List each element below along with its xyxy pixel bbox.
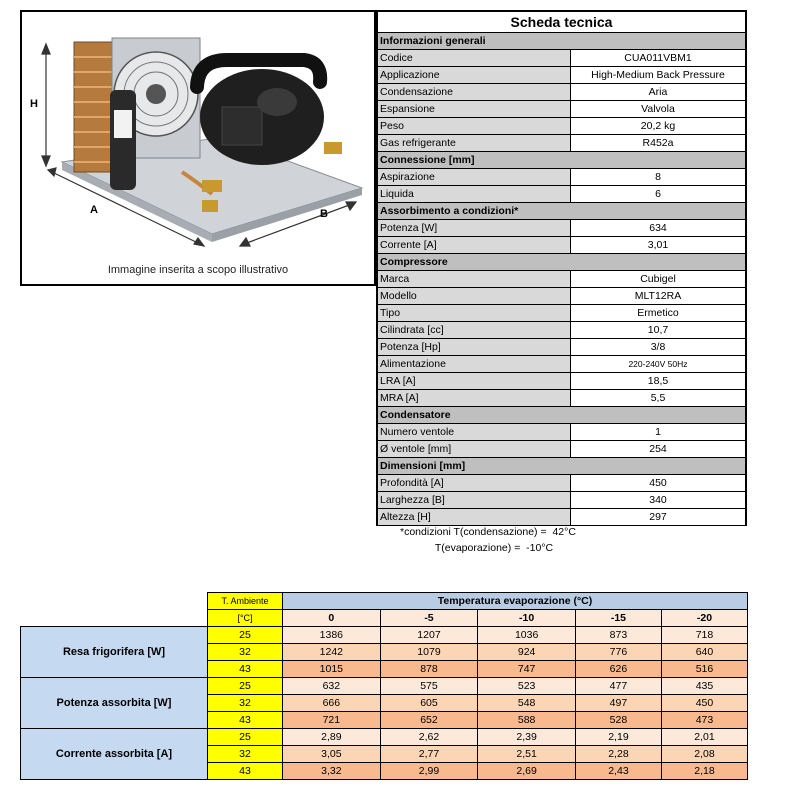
spec-value: 5,5 [571, 390, 745, 406]
spec-label: Profondità [A] [378, 475, 571, 491]
spec-row [378, 424, 745, 441]
table-cell: 2,28 [575, 746, 661, 763]
spec-value: 6 [571, 186, 745, 202]
table-cell: 575 [380, 678, 478, 695]
dimension-label-a: A [90, 204, 98, 216]
table-cell: 2,08 [661, 746, 747, 763]
note-evaporation: T(evaporazione) = -10°C [400, 542, 554, 554]
table-cell: 477 [575, 678, 661, 695]
ambient-temp: 25 [208, 678, 283, 695]
table-cell: 924 [478, 644, 576, 661]
table-cell: 666 [283, 695, 381, 712]
table-corner [21, 593, 208, 627]
evaporation-temp: -10 [478, 610, 576, 627]
table-row [21, 627, 748, 644]
table-cell: 528 [575, 712, 661, 729]
spec-label: Potenza [W] [378, 220, 571, 236]
spec-value: 254 [571, 441, 745, 457]
dimension-label-b: B [320, 208, 328, 220]
table-cell: 450 [661, 695, 747, 712]
table-cell: 652 [380, 712, 478, 729]
spec-section-header: Informazioni generali [378, 33, 745, 50]
spec-row [378, 492, 745, 509]
spec-row [378, 237, 745, 254]
table-cell: 588 [478, 712, 576, 729]
spec-label: Larghezza [B] [378, 492, 571, 508]
performance-table [20, 592, 748, 780]
table-cell: 1207 [380, 627, 478, 644]
evaporation-header: Temperatura evaporazione (°C) [283, 593, 748, 610]
spec-row [378, 305, 745, 322]
spec-row [378, 220, 745, 237]
group-label: Potenza assorbita [W] [21, 678, 208, 729]
spec-sheet [376, 10, 747, 526]
table-cell: 1242 [283, 644, 381, 661]
spec-notes [400, 524, 576, 556]
spec-label: Peso [378, 118, 571, 134]
table-cell: 435 [661, 678, 747, 695]
table-cell: 2,69 [478, 763, 576, 780]
spec-label: LRA [A] [378, 373, 571, 389]
spec-section-header: Compressore [378, 254, 745, 271]
ambient-temp: 43 [208, 763, 283, 780]
product-image-box [20, 10, 376, 286]
spec-row [378, 475, 745, 492]
ambient-temp: 25 [208, 729, 283, 746]
spec-row [378, 50, 745, 67]
spec-value: 634 [571, 220, 745, 236]
table-cell: 605 [380, 695, 478, 712]
table-cell: 2,89 [283, 729, 381, 746]
table-cell: 1079 [380, 644, 478, 661]
ambient-temp: 43 [208, 712, 283, 729]
spec-value: 10,7 [571, 322, 745, 338]
spec-section-header: Dimensioni [mm] [378, 458, 745, 475]
spec-label: Modello [378, 288, 571, 304]
spec-section-header: Condensatore [378, 407, 745, 424]
spec-row [378, 322, 745, 339]
spec-value: 20,2 kg [571, 118, 745, 134]
spec-title: Scheda tecnica [378, 12, 745, 33]
table-cell: 2,77 [380, 746, 478, 763]
spec-value: 8 [571, 169, 745, 185]
spec-value: 450 [571, 475, 745, 491]
table-cell: 497 [575, 695, 661, 712]
table-row [21, 729, 748, 746]
table-cell: 2,39 [478, 729, 576, 746]
table-cell: 3,32 [283, 763, 381, 780]
spec-row [378, 373, 745, 390]
table-cell: 2,01 [661, 729, 747, 746]
image-caption: Immagine inserita a scopo illustrativo [107, 264, 289, 276]
table-cell: 2,51 [478, 746, 576, 763]
table-cell: 1386 [283, 627, 381, 644]
table-cell: 640 [661, 644, 747, 661]
spec-row [378, 441, 745, 458]
dimension-label-h: H [30, 98, 38, 110]
table-row [21, 678, 748, 695]
spec-label: Altezza [H] [378, 509, 571, 525]
evaporation-temp: -15 [575, 610, 661, 627]
spec-value: 1 [571, 424, 745, 440]
condensing-unit-illustration [22, 12, 374, 284]
table-cell: 1036 [478, 627, 576, 644]
table-cell: 747 [478, 661, 576, 678]
table-cell: 2,18 [661, 763, 747, 780]
spec-label: Tipo [378, 305, 571, 321]
evaporation-temp: -20 [661, 610, 747, 627]
table-cell: 2,19 [575, 729, 661, 746]
spec-value: 297 [571, 509, 745, 525]
spec-row [378, 288, 745, 305]
spec-row [378, 390, 745, 407]
table-cell: 626 [575, 661, 661, 678]
group-label: Resa frigorifera [W] [21, 627, 208, 678]
spec-value: 3/8 [571, 339, 745, 355]
evaporation-temp: -5 [380, 610, 478, 627]
table-cell: 516 [661, 661, 747, 678]
spec-label: Numero ventole [378, 424, 571, 440]
table-cell: 873 [575, 627, 661, 644]
spec-row [378, 271, 745, 288]
spec-label: Codice [378, 50, 571, 66]
table-cell: 3,05 [283, 746, 381, 763]
table-cell: 523 [478, 678, 576, 695]
spec-value: R452a [571, 135, 745, 151]
table-cell: 473 [661, 712, 747, 729]
spec-section-header: Connessione [mm] [378, 152, 745, 169]
spec-label: MRA [A] [378, 390, 571, 406]
ambient-temp: 32 [208, 746, 283, 763]
ambient-temp: 25 [208, 627, 283, 644]
spec-label: Cilindrata [cc] [378, 322, 571, 338]
spec-value: Aria [571, 84, 745, 100]
spec-value: 340 [571, 492, 745, 508]
spec-section-header: Assorbimento a condizioni* [378, 203, 745, 220]
spec-row [378, 118, 745, 135]
spec-row [378, 135, 745, 152]
spec-label: Marca [378, 271, 571, 287]
spec-value: CUA011VBM1 [571, 50, 745, 66]
ambient-temp: 32 [208, 644, 283, 661]
spec-label: Aspirazione [378, 169, 571, 185]
evaporation-temp: 0 [283, 610, 381, 627]
table-cell: 1015 [283, 661, 381, 678]
spec-value: Ermetico [571, 305, 745, 321]
spec-label: Potenza [Hp] [378, 339, 571, 355]
table-cell: 2,99 [380, 763, 478, 780]
table-cell: 721 [283, 712, 381, 729]
spec-label: Ø ventole [mm] [378, 441, 571, 457]
ambient-header: T. Ambiente [208, 593, 283, 610]
table-cell: 2,62 [380, 729, 478, 746]
table-cell: 632 [283, 678, 381, 695]
table-cell: 2,43 [575, 763, 661, 780]
spec-label: Liquida [378, 186, 571, 202]
table-cell: 548 [478, 695, 576, 712]
ambient-unit: [°C] [208, 610, 283, 627]
spec-value: 18,5 [571, 373, 745, 389]
group-label: Corrente assorbita [A] [21, 729, 208, 780]
spec-label: Applicazione [378, 67, 571, 83]
spec-label: Condensazione [378, 84, 571, 100]
spec-value: 3,01 [571, 237, 745, 253]
spec-value: High-Medium Back Pressure [571, 67, 745, 83]
spec-value: 220-240V 50Hz [571, 356, 745, 372]
note-condensation: *condizioni T(condensazione) = 42°C [400, 526, 576, 538]
spec-row [378, 186, 745, 203]
spec-row [378, 169, 745, 186]
spec-value: Valvola [571, 101, 745, 117]
spec-row [378, 356, 745, 373]
spec-row [378, 339, 745, 356]
spec-label: Corrente [A] [378, 237, 571, 253]
spec-value: MLT12RA [571, 288, 745, 304]
spec-row [378, 84, 745, 101]
spec-label: Gas refrigerante [378, 135, 571, 151]
table-cell: 776 [575, 644, 661, 661]
ambient-temp: 43 [208, 661, 283, 678]
spec-label: Espansione [378, 101, 571, 117]
spec-row [378, 101, 745, 118]
ambient-temp: 32 [208, 695, 283, 712]
table-cell: 718 [661, 627, 747, 644]
spec-value: Cubigel [571, 271, 745, 287]
spec-label: Alimentazione [378, 356, 571, 372]
spec-row [378, 67, 745, 84]
table-cell: 878 [380, 661, 478, 678]
